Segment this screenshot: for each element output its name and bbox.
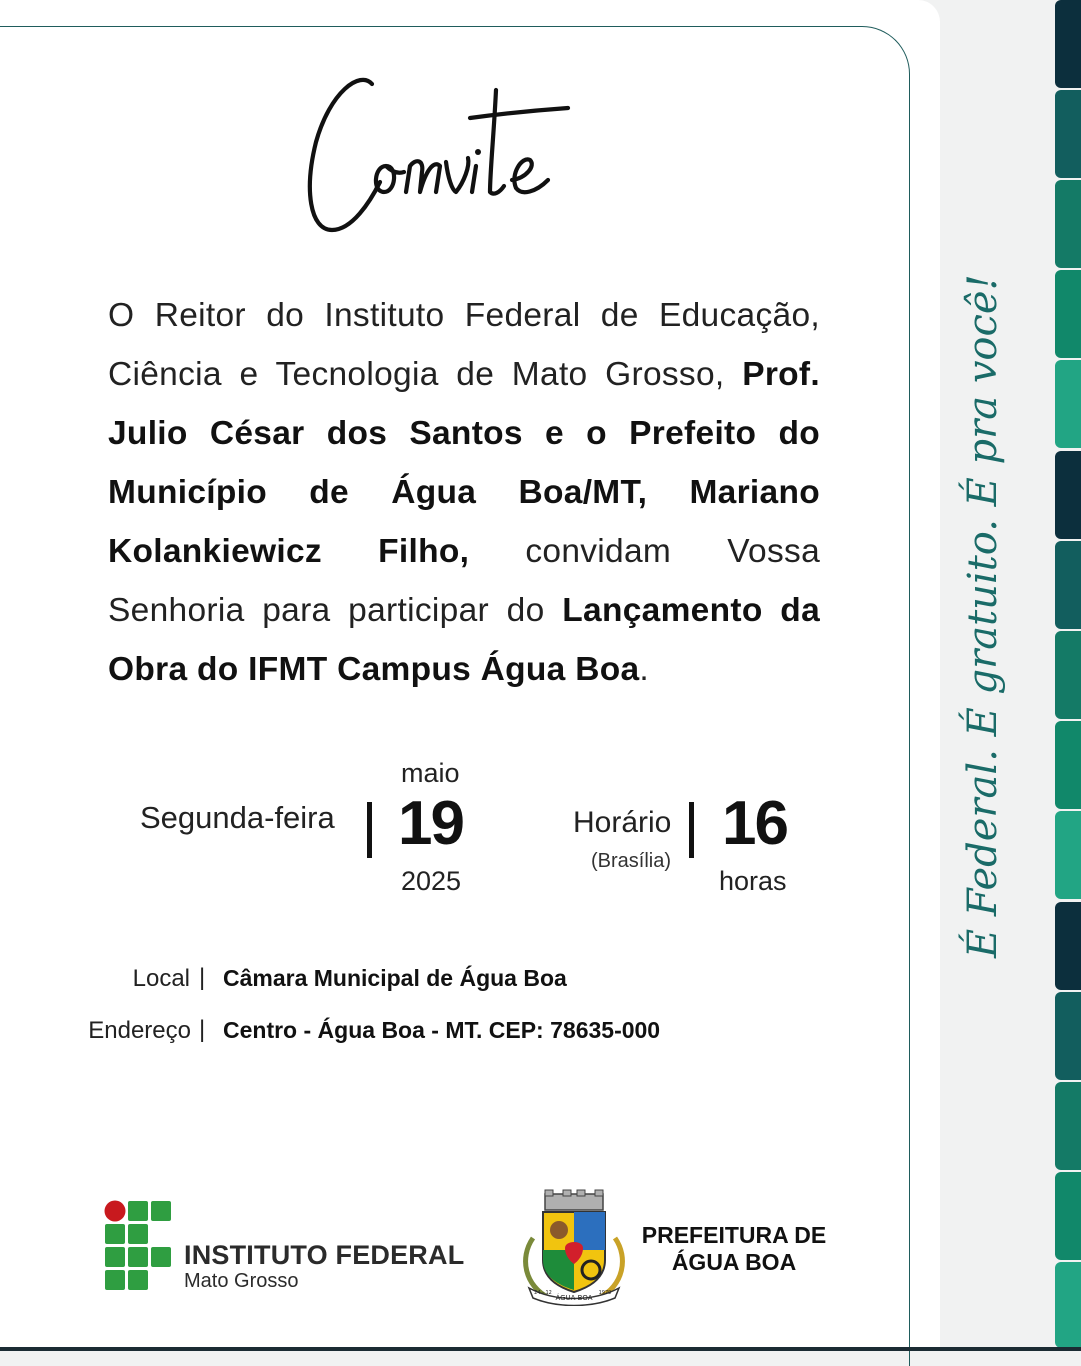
prefeitura-line1: PREFEITURA DE xyxy=(641,1222,827,1248)
color-tab xyxy=(1055,451,1081,539)
ifmt-logo-icon xyxy=(104,1200,174,1292)
color-tab xyxy=(1055,90,1081,178)
color-tab xyxy=(1055,1262,1081,1348)
color-tab xyxy=(1055,1172,1081,1260)
coat-of-arms-icon xyxy=(515,1188,633,1306)
bottom-border xyxy=(0,1347,1081,1351)
period: . xyxy=(639,651,650,688)
date-separator xyxy=(367,802,372,858)
local-separator: | xyxy=(199,964,206,991)
prefeitura-name xyxy=(636,1222,832,1276)
prefeitura-line2: ÁGUA BOA xyxy=(671,1249,797,1275)
color-tab xyxy=(1055,541,1081,629)
day-number: 19 xyxy=(398,789,463,858)
color-tab xyxy=(1055,631,1081,719)
side-slogan: É Federal. É gratuito. É pra você! xyxy=(960,274,1006,958)
intro-text: O Reitor do Instituto Federal de Educação, Ciência e Tecnologia de Mato Grosso, xyxy=(108,297,820,393)
invitation-text xyxy=(108,286,820,699)
color-tab xyxy=(1055,992,1081,1080)
hour-unit: horas xyxy=(719,866,787,896)
color-tab xyxy=(1055,270,1081,358)
year: 2025 xyxy=(401,866,462,896)
address-value: Centro - Água Boa - MT. CEP: 78635-000 xyxy=(223,1017,661,1043)
hosts-names: Prof. Julio César dos Santos e o Prefeito do Município de Água Boa/MT, Mariano Kolankiewicz Filho, xyxy=(108,356,820,570)
address-separator: | xyxy=(199,1016,206,1043)
hour-number: 16 xyxy=(722,789,787,858)
local-value: Câmara Municipal de Água Boa xyxy=(223,965,567,991)
color-tab xyxy=(1055,1082,1081,1170)
color-tab xyxy=(1055,811,1081,899)
address-label: Endereço xyxy=(88,1017,191,1044)
ifmt-name: INSTITUTO FEDERAL xyxy=(184,1240,465,1270)
month: maio xyxy=(401,758,460,788)
weekday: Segunda-feira xyxy=(140,800,335,835)
time-separator xyxy=(689,802,694,858)
invite-text: convidam Vossa Senhoria para participar do xyxy=(108,533,820,629)
brasao-right-date: 1979 xyxy=(598,1290,612,1296)
brasao-ribbon-text: ÁGUA BOA xyxy=(555,1294,593,1302)
color-tab xyxy=(1055,360,1081,448)
side-color-tabs xyxy=(1055,0,1081,1351)
ifmt-subtitle: Mato Grosso xyxy=(184,1270,299,1292)
local-label: Local xyxy=(132,965,190,992)
title-i-dot xyxy=(475,149,481,155)
color-tab xyxy=(1055,721,1081,809)
title-convite xyxy=(300,62,600,242)
time-label: Horário xyxy=(573,806,672,839)
color-tab xyxy=(1055,180,1081,268)
time-zone: (Brasília) xyxy=(591,850,672,872)
brasao-left-date: 24 - 12 xyxy=(534,1290,552,1296)
color-tab xyxy=(1055,0,1081,88)
color-tab xyxy=(1055,902,1081,990)
event-name: Lançamento da Obra do IFMT Campus Água Boa xyxy=(108,592,820,688)
